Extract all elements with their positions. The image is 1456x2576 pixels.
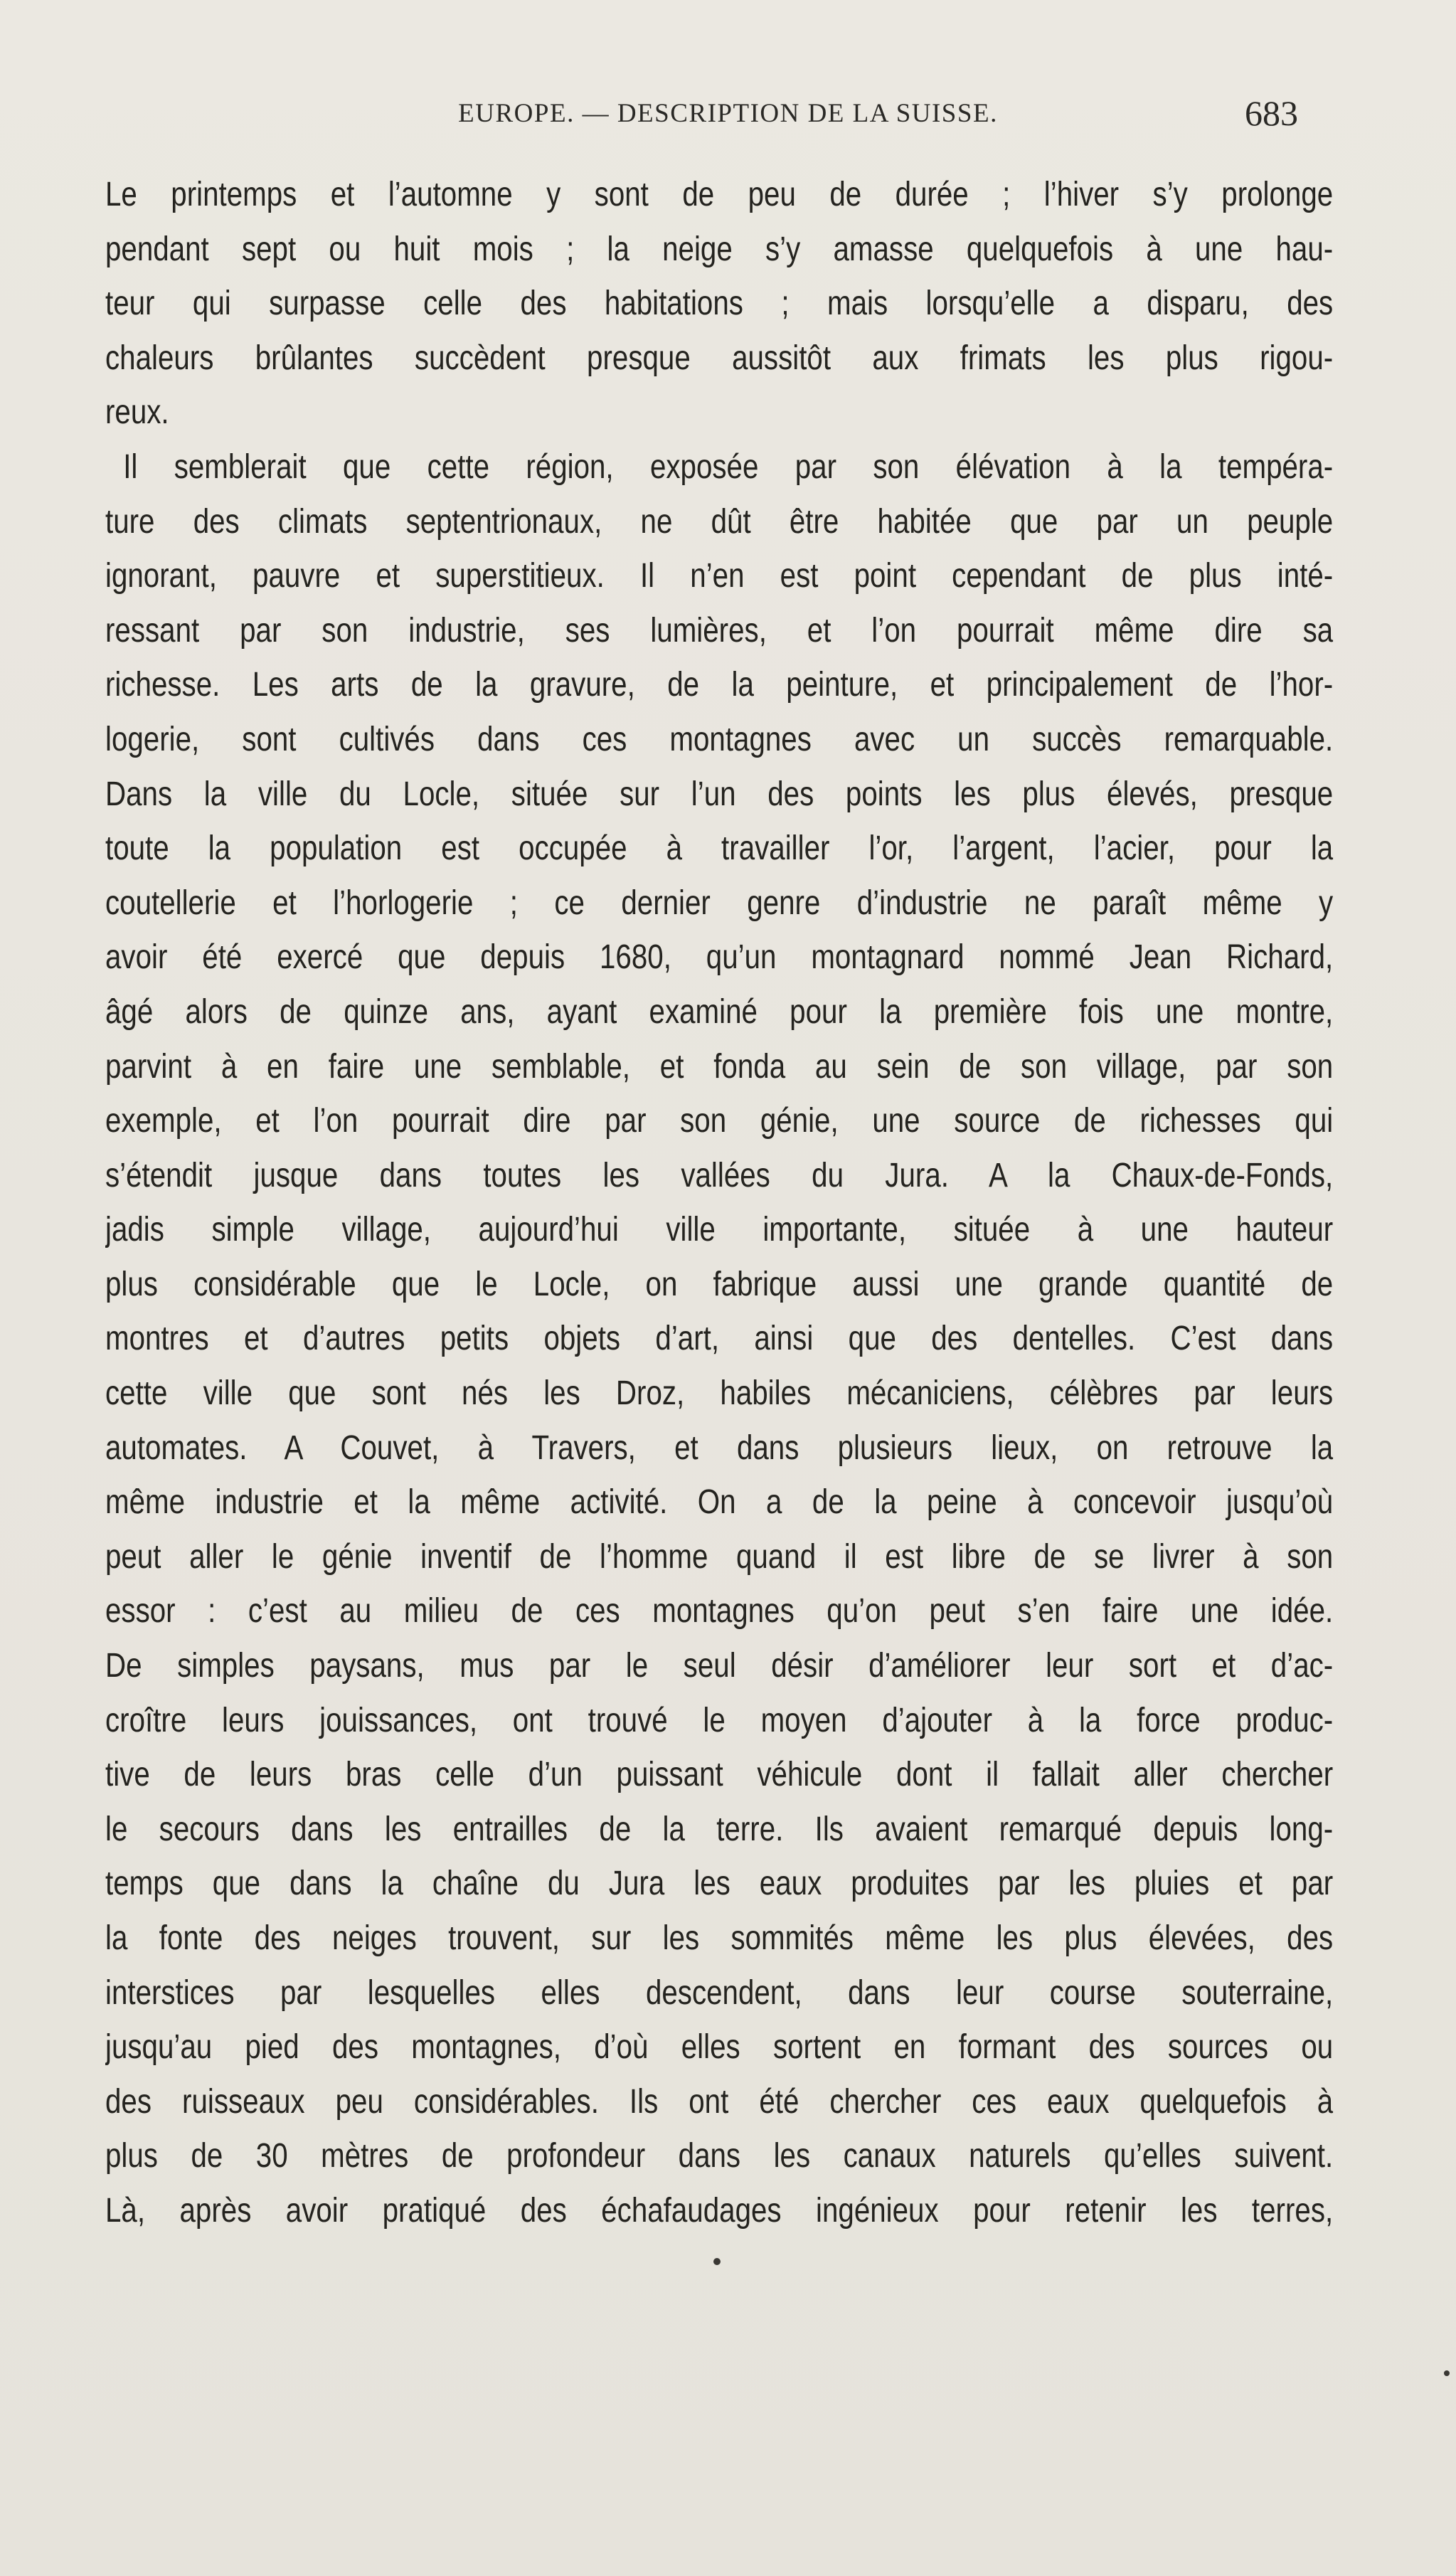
text-line: jadis simple village, aujourd’hui ville importante, située à une hauteur bbox=[105, 1211, 1334, 1249]
text-line: le secours dans les entrailles de la terre. Ils avaient remarqué depuis long- bbox=[105, 1810, 1334, 1848]
text-line: ture des climats septentrionaux, ne dût être habitée que par un peuple bbox=[105, 502, 1334, 541]
text-line: essor : c’est au milieu de ces montagnes qu’on peut s’en faire une idée. bbox=[105, 1592, 1334, 1631]
text-line: âgé alors de quinze ans, ayant examiné pour la première fois une montre, bbox=[105, 992, 1334, 1031]
text-line: richesse. Les arts de la gravure, de la peinture, et principalement de l’hor- bbox=[105, 666, 1334, 704]
running-head: EUROPE. — DESCRIPTION DE LA SUISSE. bbox=[458, 99, 998, 128]
text-line: automates. A Couvet, à Travers, et dans plusieurs lieux, on retrouve la bbox=[105, 1429, 1334, 1467]
text-line: teur qui surpasse celle des habitations ; mais lorsqu’elle a disparu, des bbox=[105, 285, 1334, 323]
text-line: parvint à en faire une semblable, et fonda au sein de son village, par son bbox=[105, 1047, 1334, 1086]
text-line: reux. bbox=[105, 393, 169, 432]
text-line: toute la population est occupée à travailler l’or, l’argent, l’acier, pour la bbox=[105, 829, 1334, 868]
ink-speck bbox=[1444, 2370, 1450, 2376]
text-line: jusqu’au pied des montagnes, d’où elles sortent en formant des sources ou bbox=[105, 2028, 1334, 2067]
text-line: interstices par lesquelles elles descendent, dans leur course souterraine, bbox=[105, 1973, 1334, 2012]
text-line: temps que dans la chaîne du Jura les eaux produites par les pluies et par bbox=[105, 1865, 1334, 1903]
text-line: tive de leurs bras celle d’un puissant véhicule dont il fallait aller chercher bbox=[105, 1756, 1334, 1794]
page-header bbox=[0, 91, 1456, 141]
text-line: exemple, et l’on pourrait dire par son génie, une source de richesses qui bbox=[105, 1102, 1334, 1140]
text-line: coutellerie et l’horlogerie ; ce dernier genre d’industrie ne paraît même y bbox=[105, 884, 1334, 922]
text-line: Dans la ville du Locle, située sur l’un des points les plus élevés, presque bbox=[105, 775, 1334, 813]
text-line: s’étendit jusque dans toutes les vallées du Jura. A la Chaux-de-Fonds, bbox=[105, 1156, 1334, 1194]
ink-speck bbox=[713, 2258, 721, 2265]
text-line: des ruisseaux peu considérables. Ils ont été chercher ces eaux quelquefois à bbox=[105, 2082, 1334, 2121]
text-line: plus de 30 mètres de profondeur dans les canaux naturels qu’elles suivent. bbox=[105, 2137, 1334, 2175]
text-line: pendant sept ou huit mois ; la neige s’y amasse quelquefois à une hau- bbox=[105, 230, 1334, 268]
text-line: montres et d’autres petits objets d’art, ainsi que des dentelles. C’est dans bbox=[105, 1320, 1334, 1358]
text-line: même industrie et la même activité. On a de la peine à concevoir jusqu’où bbox=[105, 1483, 1334, 1522]
text-line: la fonte des neiges trouvent, sur les sommités même les plus élevées, des bbox=[105, 1919, 1334, 1957]
text-line: De simples paysans, mus par le seul désir d’améliorer leur sort et d’ac- bbox=[105, 1647, 1334, 1685]
text-line: croître leurs jouissances, ont trouvé le moyen d’ajouter à la force produc- bbox=[105, 1701, 1334, 1739]
text-line: cette ville que sont nés les Droz, habiles mécaniciens, célèbres par leurs bbox=[105, 1374, 1334, 1413]
text-line: plus considérable que le Locle, on fabrique aussi une grande quantité de bbox=[105, 1265, 1334, 1303]
text-line: logerie, sont cultivés dans ces montagnes avec un succès remarquable. bbox=[105, 720, 1334, 758]
body-text bbox=[105, 168, 1333, 2239]
text-line: chaleurs brûlantes succèdent presque aussitôt aux frimats les plus rigou- bbox=[105, 339, 1334, 377]
paragraph-start-line: Il semblerait que cette région, exposée par son élévation à la tempéra- bbox=[123, 447, 1334, 486]
page-number: 683 bbox=[1245, 93, 1298, 133]
text-line: avoir été exercé que depuis 1680, qu’un montagnard nommé Jean Richard, bbox=[105, 938, 1334, 977]
text-line: ignorant, pauvre et superstitieux. Il n’en est point cependant de plus inté- bbox=[105, 557, 1334, 595]
text-line: ressant par son industrie, ses lumières, et l’on pourrait même dire sa bbox=[105, 611, 1334, 650]
text-line: peut aller le génie inventif de l’homme quand il est libre de se livrer à son bbox=[105, 1537, 1334, 1576]
text-line: Là, après avoir pratiqué des échafaudages ingénieux pour retenir les terres, bbox=[105, 2191, 1334, 2230]
text-line: Le printemps et l’automne y sont de peu de durée ; l’hiver s’y prolonge bbox=[105, 176, 1334, 213]
